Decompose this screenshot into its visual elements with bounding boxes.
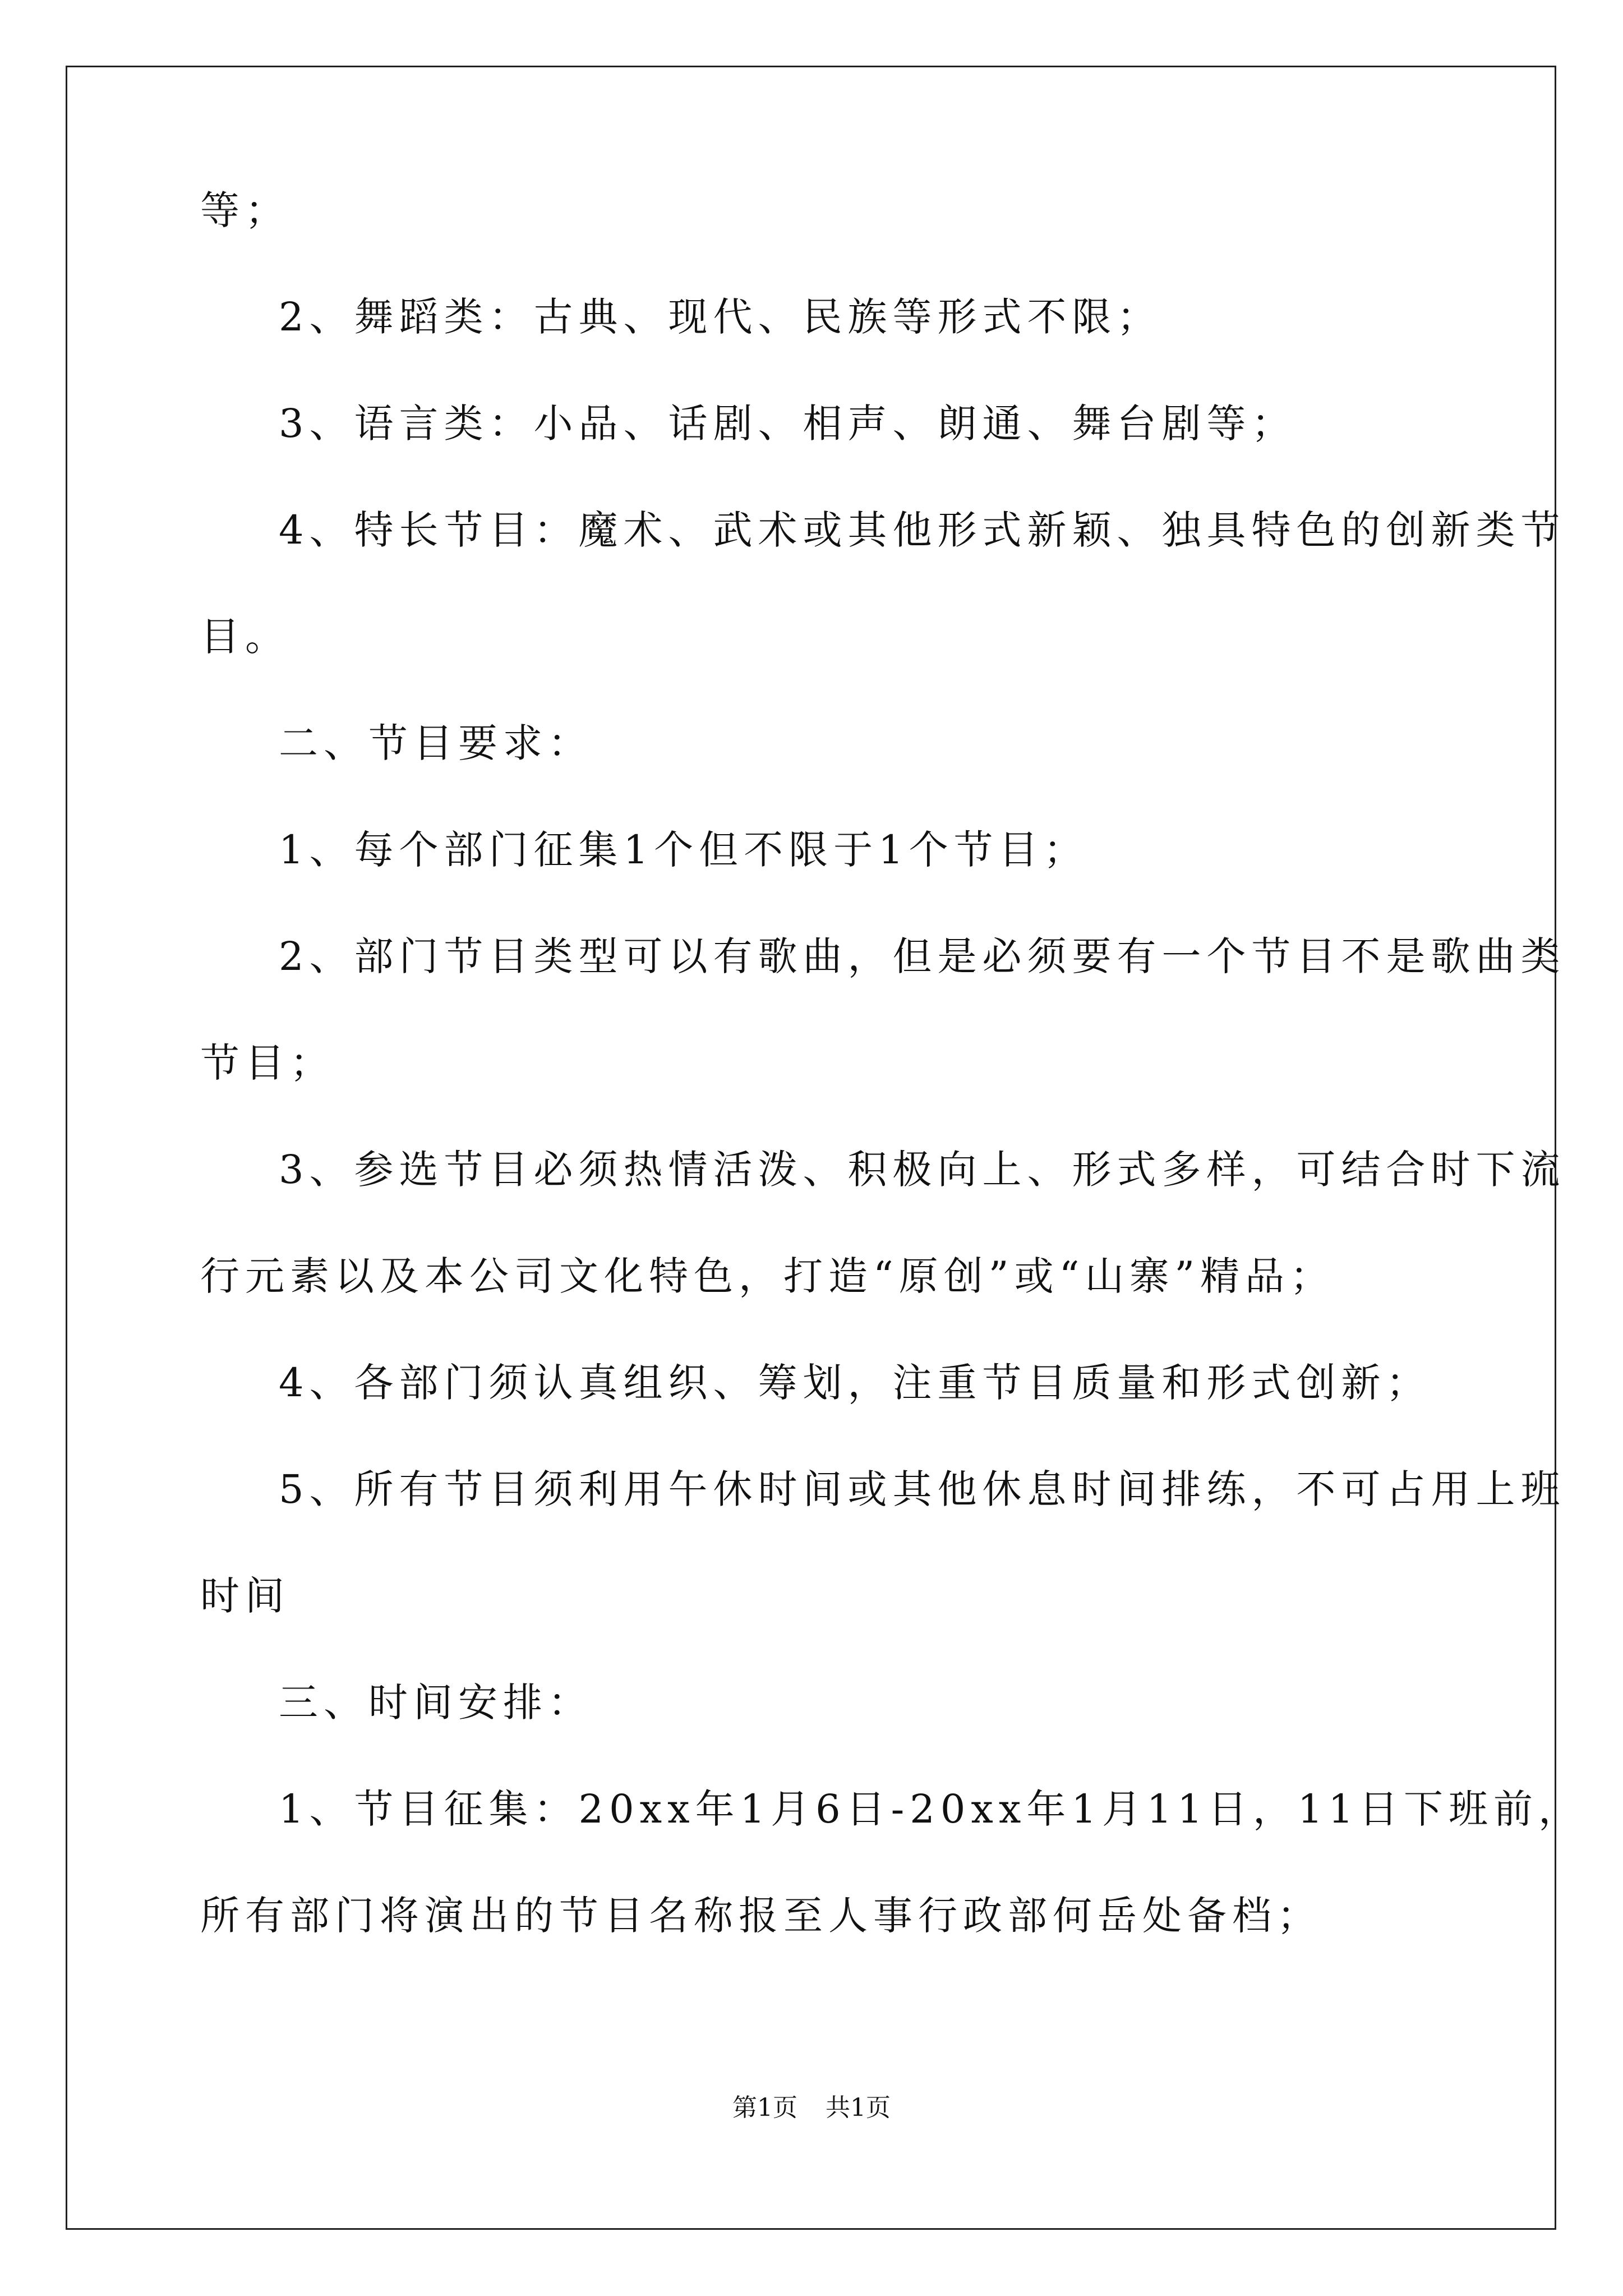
text-line: 3、语言类：小品、话剧、相声、朗通、舞台剧等； (279, 401, 1297, 447)
text-line: 时间 (200, 1573, 290, 1619)
text-line: 3、参选节目必须热情活泼、积极向上、形式多样，可结合时下流 (279, 1147, 1566, 1193)
text-line: 1、节目征集：20xx年1月6日-20xx年1月11日，11日下班前， (279, 1786, 1583, 1832)
page-footer (0, 2091, 1623, 2125)
page-total: 共1页 (826, 2093, 891, 2122)
text-line: 4、各部门须认真组织、筹划，注重节目质量和形式创新； (279, 1360, 1431, 1406)
text-line: 2、部门节目类型可以有歌曲，但是必须要有一个节目不是歌曲类 (279, 933, 1566, 979)
text-line: 等； (200, 187, 290, 233)
text-line: 节目； (200, 1040, 335, 1086)
text-line: 2、舞蹈类：古典、现代、民族等形式不限； (279, 294, 1162, 340)
text-line: 行元素以及本公司文化特色，打造“原创”或“山寨”精品； (200, 1253, 1335, 1299)
text-line: 1、每个部门征集1个但不限于1个节目； (279, 827, 1089, 873)
page-number: 第1页 (732, 2093, 797, 2122)
section-heading: 二、节目要求： (279, 720, 593, 766)
text-line: 5、所有节目须利用午休时间或其他休息时间排练，不可占用上班 (279, 1466, 1566, 1512)
text-line: 所有部门将演出的节目名称报至人事行政部何岳处备档； (200, 1893, 1322, 1939)
text-line: 目。 (200, 614, 290, 660)
section-heading: 三、时间安排： (279, 1680, 593, 1726)
text-line: 4、特长节目：魔术、武术或其他形式新颖、独具特色的创新类节 (279, 507, 1566, 553)
